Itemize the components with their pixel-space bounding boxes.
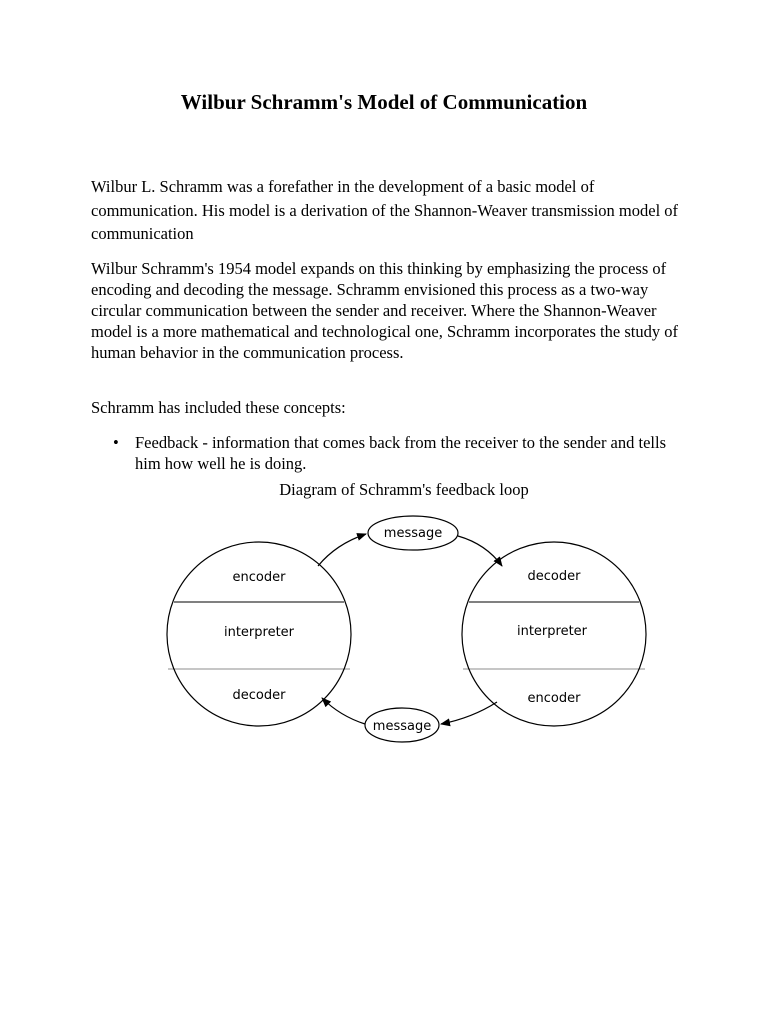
- bullet-icon: •: [113, 433, 119, 452]
- top-message-node: [368, 516, 458, 550]
- model-paragraph: Wilbur Schramm's 1954 model expands on this thinking by emphasizing the process of encoding and decoding the message. Schramm envisioned this process as a two-way circular communication between the sender and receiver. Where the Shannon-Weaver model is a more mathematical and technological one, Schramm incorporates the study of human behavior in the communication process.: [91, 259, 678, 362]
- diagram-caption: Diagram of Schramm's feedback loop: [279, 480, 529, 499]
- sender-encoder-label: encoder: [232, 570, 286, 585]
- receiver-encoder-label: encoder: [527, 691, 581, 706]
- sender-interpreter-label: interpreter: [223, 625, 295, 640]
- sender-circle: [167, 542, 351, 726]
- feedback-concept-text: Feedback - information that comes back from the receiver to the sender and tells him how well he is doing.: [135, 433, 667, 473]
- bottom-message-node: [365, 708, 439, 742]
- message-to-sender-arrow: [322, 698, 365, 724]
- receiver-to-message-arrow: [441, 702, 497, 724]
- sender-to-message-arrow: [318, 534, 366, 566]
- bottom-message-label: message: [372, 719, 432, 734]
- receiver-circle: [462, 542, 646, 726]
- page-title: Wilbur Schramm's Model of Communication: [180, 90, 588, 114]
- intro-paragraph: Wilbur L. Schramm was a forefather in the development of a basic model of communication. His model is a derivation of the Shannon-Weaver transmission model of communication: [91, 177, 679, 243]
- concepts-intro-paragraph: Schramm has included these concepts:: [91, 398, 346, 417]
- sender-decoder-label: decoder: [232, 688, 286, 703]
- top-message-label: message: [383, 526, 443, 541]
- receiver-decoder-label: decoder: [527, 569, 581, 584]
- receiver-interpreter-label: interpreter: [516, 624, 588, 639]
- message-to-receiver-arrow: [458, 536, 502, 566]
